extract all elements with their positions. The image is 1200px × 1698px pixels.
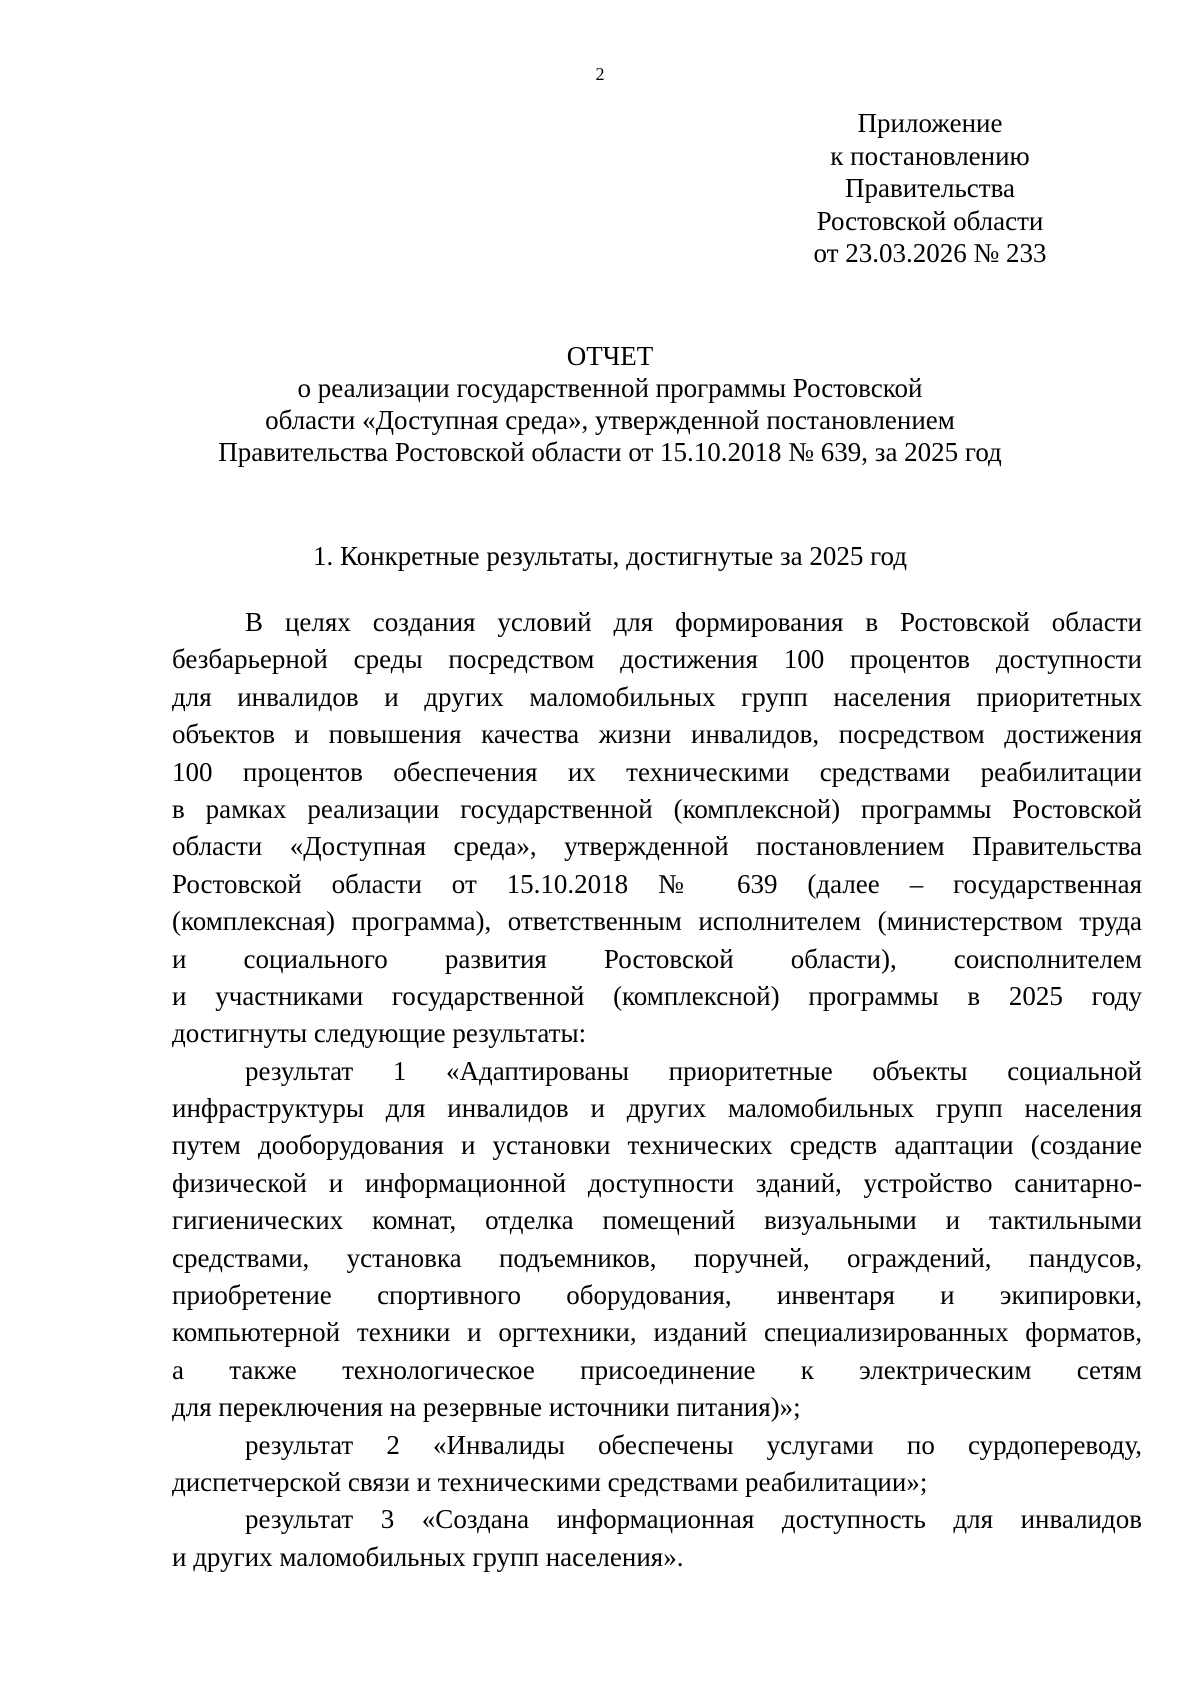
text-line: в рамках реализации государственной (комплексной) программы Ростовской <box>172 793 1142 824</box>
text-line: области «Доступная среда», утвержденной постановлением Правительства <box>172 831 1142 862</box>
appendix-line: Ростовской области <box>816 205 1044 236</box>
text-line: (комплексная) программа), ответственным исполнителем (министерством труда <box>172 906 1142 937</box>
text-line: диспетчерской связи и техническими средствами реабилитации»; <box>172 1466 928 1497</box>
report-heading: ОТЧЕТ <box>566 341 654 371</box>
text-line: для переключения на резервные источники питания)»; <box>172 1392 801 1423</box>
text-line: и других маломобильных групп населения». <box>172 1541 684 1572</box>
page-number: 2 <box>595 64 605 84</box>
text-line: для инвалидов и других маломобильных групп населения приоритетных <box>172 681 1142 712</box>
text-line: достигнуты следующие результаты: <box>172 1018 587 1049</box>
body-text <box>172 604 1142 1576</box>
report-title-line: области «Доступная среда», утвержденной постановлением <box>265 405 955 435</box>
text-line: компьютерной техники и оргтехники, изданий специализированных форматов, <box>172 1317 1142 1348</box>
text-line: и социального развития Ростовской области), соисполнителем <box>172 943 1142 974</box>
appendix-note <box>790 107 1070 270</box>
appendix-line: Приложение <box>857 108 1003 138</box>
text-line: Ростовской области от 15.10.2018 № 639 (далее – государственная <box>172 868 1142 899</box>
text-line: и участниками государственной (комплексной) программы в 2025 году <box>172 980 1142 1011</box>
result-1-paragraph <box>172 1053 1142 1427</box>
result-2-paragraph <box>172 1427 1142 1502</box>
text-line: 100 процентов обеспечения их техническими средствами реабилитации <box>172 756 1142 787</box>
text-line: безбарьерной среды посредством достижения 100 процентов доступности <box>172 644 1142 675</box>
text-line: объектов и повышения качества жизни инвалидов, посредством достижения <box>172 719 1142 750</box>
text-line: а также технологическое присоединение к электрическим сетям <box>172 1354 1142 1385</box>
result-3-paragraph <box>172 1501 1142 1576</box>
report-title <box>160 340 1060 468</box>
text-line: гигиенических комнат, отделка помещений визуальными и тактильными <box>172 1205 1142 1236</box>
text-line: приобретение спортивного оборудования, инвентаря и экипировки, <box>172 1280 1142 1311</box>
appendix-line: к постановлению <box>830 140 1030 171</box>
text-line: путем дооборудования и установки технических средств адаптации (создание <box>172 1130 1142 1161</box>
text-line: результат 3 «Создана информационная доступность для инвалидов <box>245 1504 1142 1535</box>
report-title-line: Правительства Ростовской области от 15.10.2018 № 639, за 2025 год <box>218 437 1002 467</box>
report-title-line: о реализации государственной программы Ростовской <box>297 373 923 403</box>
section-heading: 1. Конкретные результаты, достигнутые за 2025 год <box>312 541 908 571</box>
text-line: результат 2 «Инвалиды обеспечены услугами по сурдопереводу, <box>245 1429 1142 1460</box>
appendix-line: Правительства <box>845 173 1015 203</box>
text-line: средствами, установка подъемников, поручней, ограждений, пандусов, <box>172 1242 1142 1273</box>
text-line: В целях создания условий для формирования в Ростовской области <box>245 607 1142 637</box>
intro-paragraph <box>172 604 1142 1053</box>
appendix-line: от 23.03.2026 № 233 <box>813 238 1047 268</box>
text-line: результат 1 «Адаптированы приоритетные объекты социальной <box>245 1055 1142 1086</box>
text-line: физической и информационной доступности зданий, устройство санитарно- <box>172 1167 1142 1198</box>
text-line: инфраструктуры для инвалидов и других маломобильных групп населения <box>172 1093 1142 1124</box>
